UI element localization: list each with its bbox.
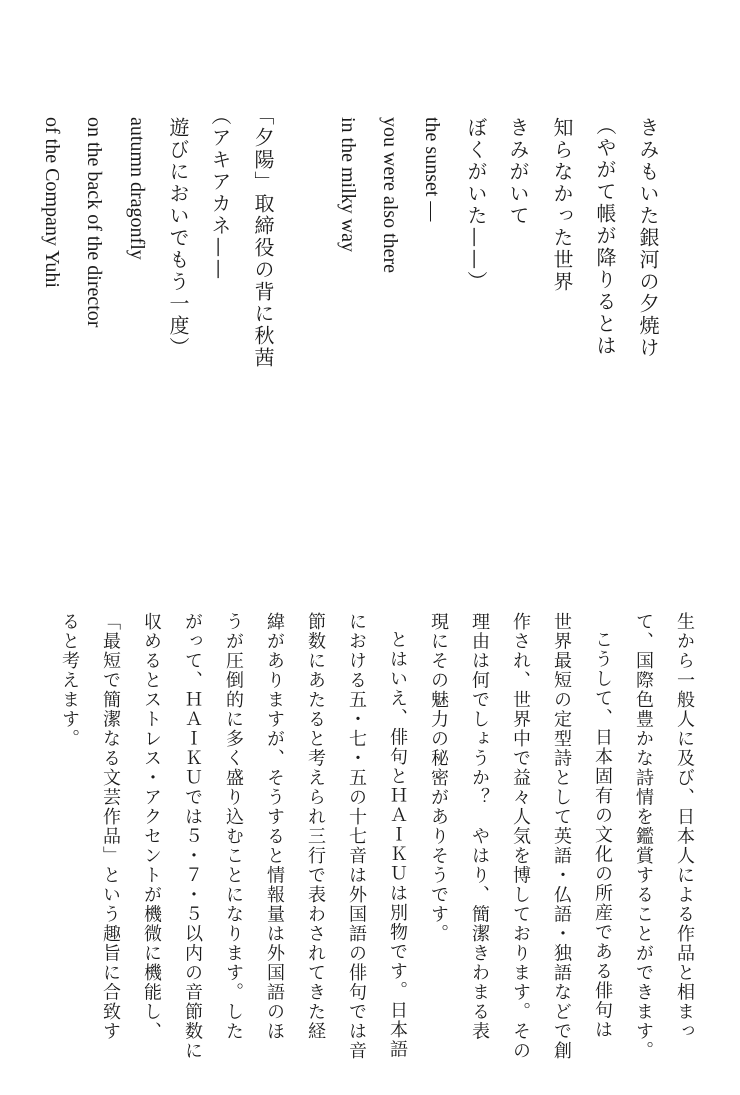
prose-line: 作され、世界中で益々人気を博しております。その [510,612,531,1061]
prose-line: 世界最短の定型詩として英語・仏語・独語などで創 [551,612,572,1061]
prose-line: て、国際色豊かな詩情を鑑賞することができます。 [633,612,654,1061]
poem2-line-en: of the Company Yuhi [41,117,63,288]
prose-line: 「最短で簡潔なる文芸作品」という趣旨に合致す [100,612,121,1041]
poem2-line: 遊びにおいでもう一度） [166,117,190,359]
poem1-line: （やがて帳が降りるとは [593,115,617,357]
poem1-line: きみがいて [506,117,530,227]
poem2-line: 「夕陽」取締役の背に秋茜 [251,105,275,369]
prose-line: こうして、日本固有の文化の所産である俳句は [592,630,613,1040]
prose-line: 生から一般人に及び、日本人による作品と相まっ [674,612,695,1041]
prose-line: うが圧倒的に多く盛り込むことになります。した [223,612,244,1041]
prose-line: 収めるとストレス・アクセントが機微に機能し、 [141,612,162,1041]
poem2-line-en: on the back of the director [83,117,105,328]
prose-line: 節数にあたると考えられ三行で表わされてきた経 [305,612,326,1041]
poem1-line: 知らなかった世界 [550,117,574,293]
poem1-line-en: the sunset — [421,117,443,222]
poem2-line: （アキアカネ—— [208,105,232,281]
prose-line: 理由は何でしょうか？ やはり、簡潔きわまる表 [469,612,490,1041]
poem1-line-en: in the milky way [337,117,359,252]
poem1-line: きみもいた銀河の夕焼け [636,117,660,359]
prose-line: 緯がありますが、そうすると情報量は外国語のほ [264,612,285,1041]
prose-line: とはいえ、俳句とＨＡＩＫＵは別物です。日本語 [387,630,408,1059]
prose-line: 現にその魅力の秘密がありそうです。 [428,612,449,944]
prose-line: における五・七・五の十七音は外国語の俳句では音 [346,612,367,1061]
poem1-line-en: you were also there [379,117,401,274]
poem2-line-en: autumn dragonfly [126,117,148,260]
prose-line: ると考えます。 [59,612,80,749]
prose-line: がって、ＨＡＩＫＵでは５・７・５以内の音節数に [182,612,203,1061]
poem1-line: ぼくがいた——） [464,117,488,293]
